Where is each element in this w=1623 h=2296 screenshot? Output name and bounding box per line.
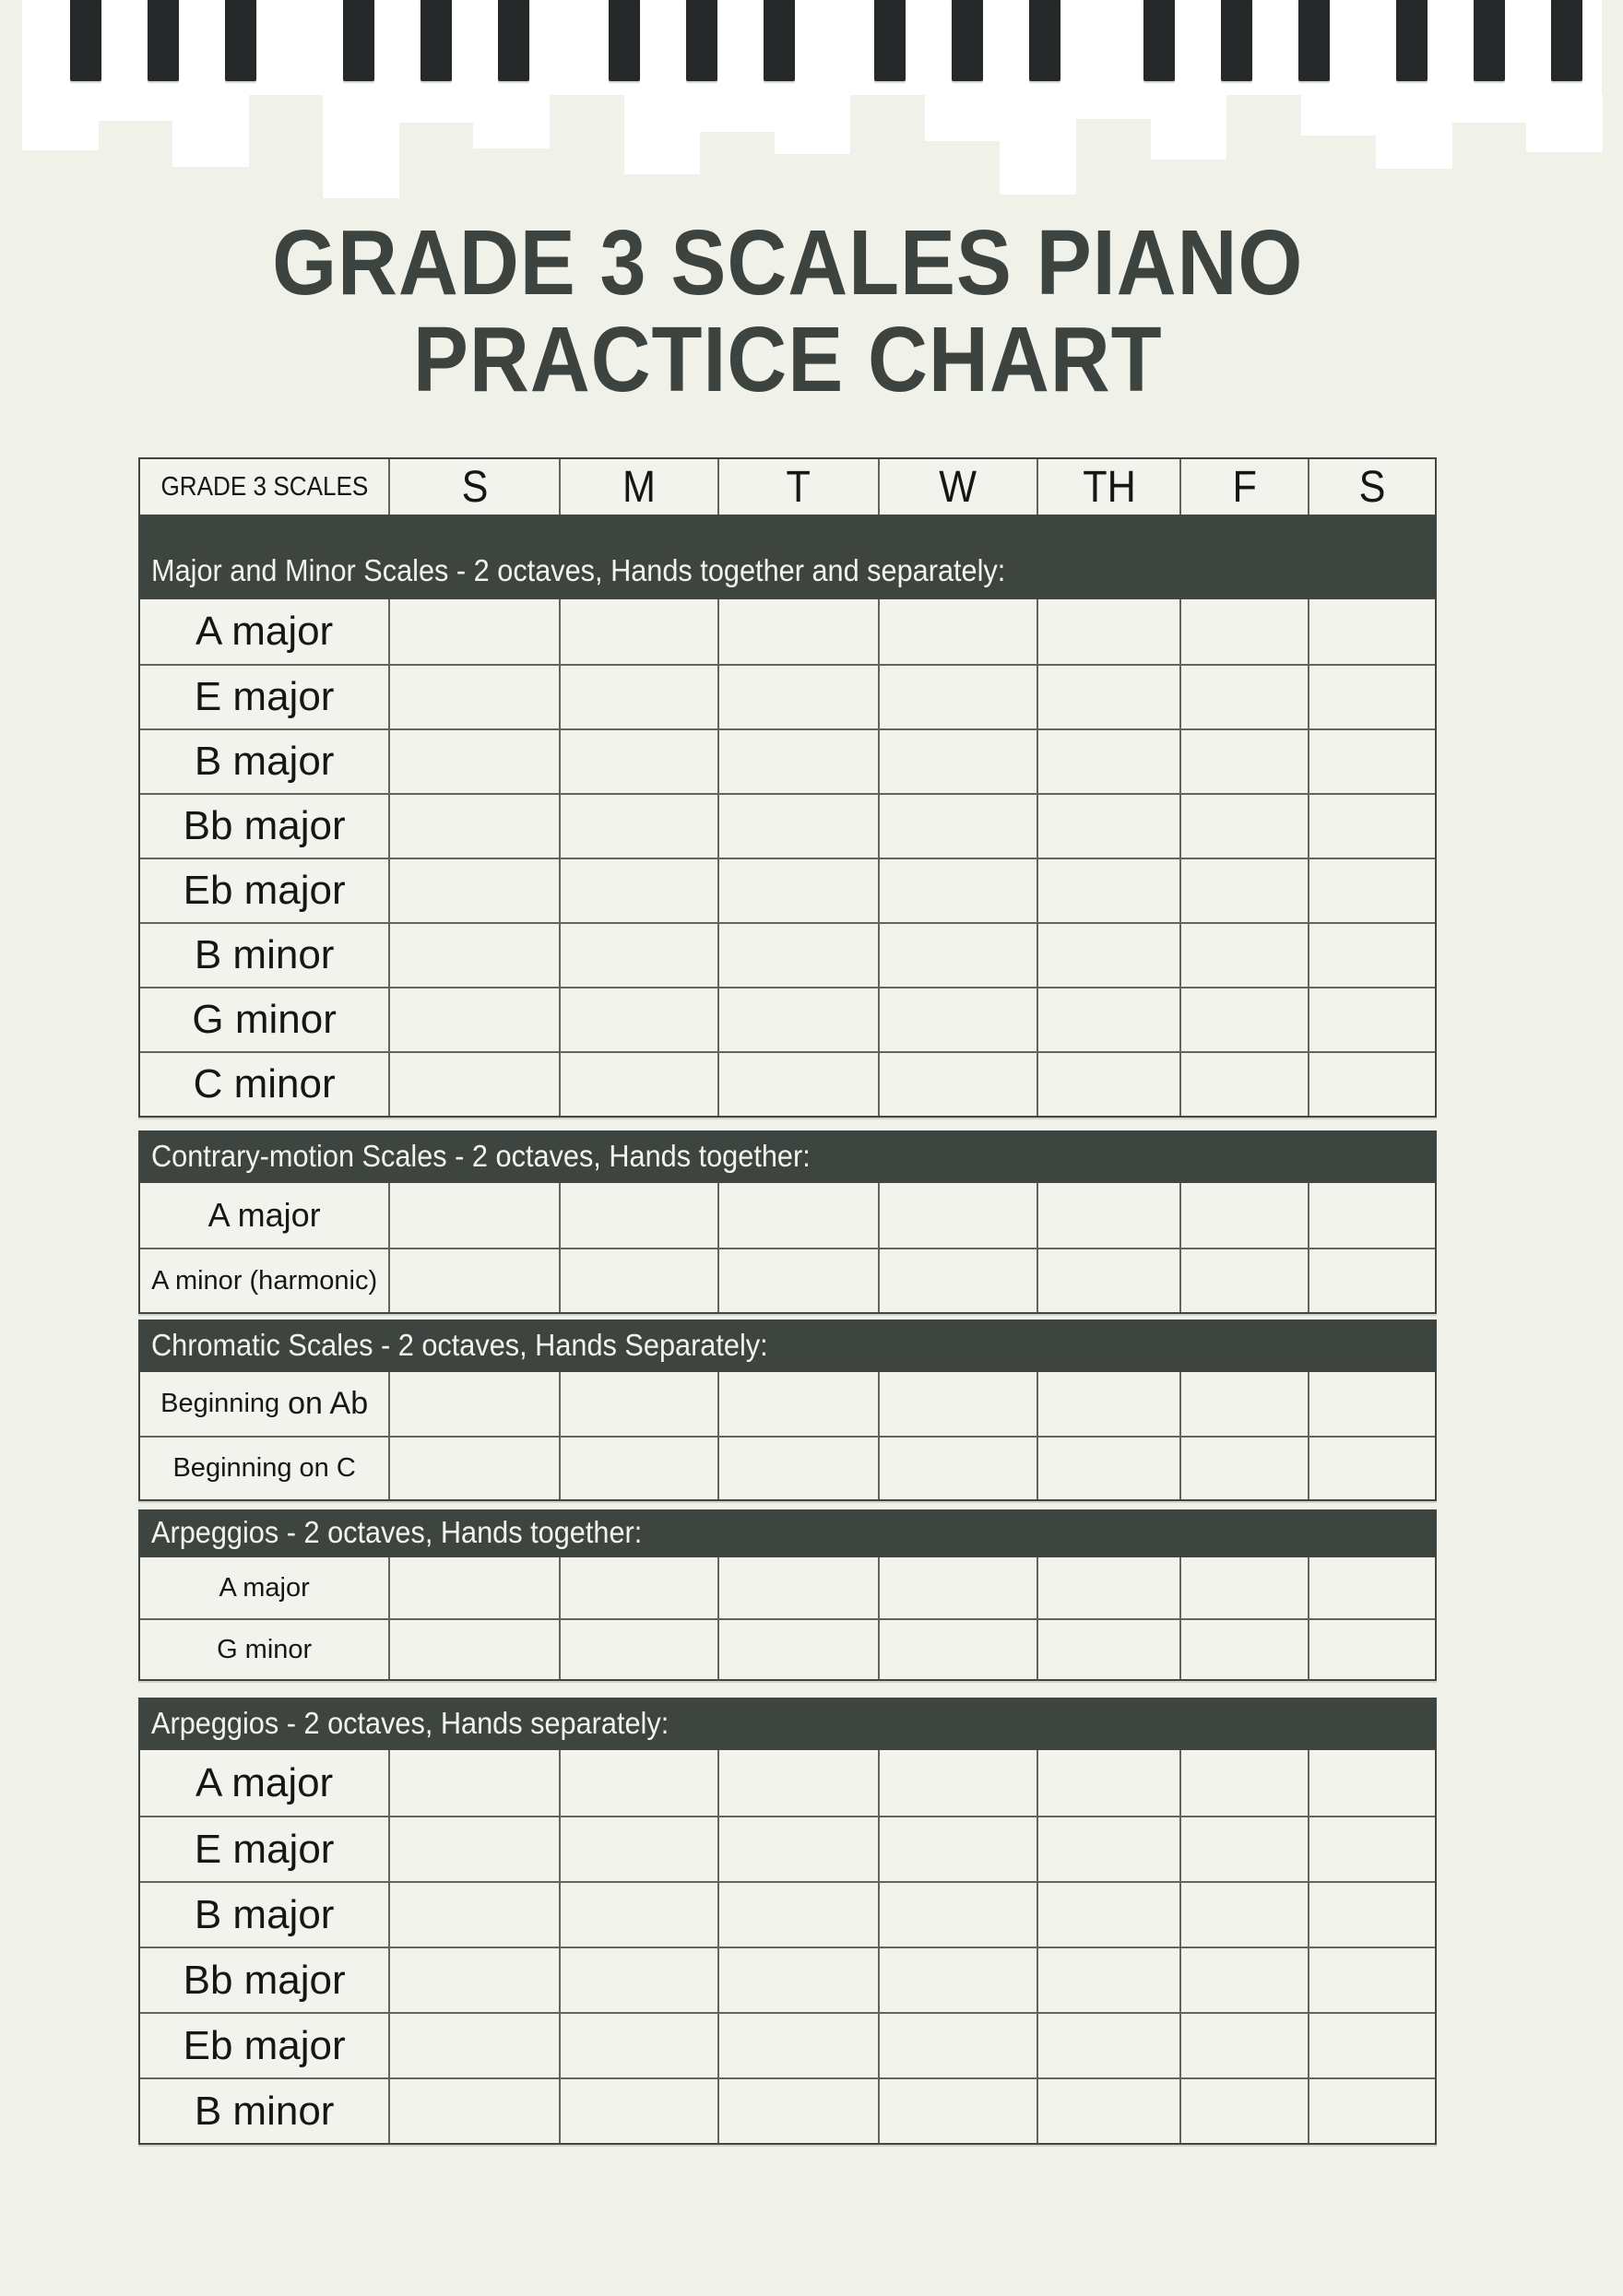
black-key — [1221, 0, 1252, 81]
practice-cell[interactable] — [717, 1249, 878, 1312]
black-key — [421, 0, 452, 81]
practice-cell[interactable] — [1308, 1249, 1436, 1312]
practice-cell[interactable] — [878, 1249, 1037, 1312]
table-row — [140, 1248, 1435, 1312]
practice-cell[interactable] — [1179, 1557, 1308, 1618]
practice-cell[interactable] — [1037, 1620, 1179, 1679]
practice-cell[interactable] — [1179, 2014, 1308, 2077]
practice-cell[interactable] — [388, 1817, 558, 1881]
practice-cell[interactable] — [1179, 1372, 1308, 1436]
practice-cell[interactable] — [388, 2079, 558, 2143]
practice-cell[interactable] — [878, 1948, 1037, 2012]
row-label: Bb major — [183, 1957, 346, 2003]
table-row — [140, 922, 1435, 987]
practice-cell[interactable] — [878, 1557, 1037, 1618]
section-band — [138, 516, 1437, 598]
practice-cell[interactable] — [388, 1372, 558, 1436]
black-key — [1029, 0, 1060, 81]
section-rows — [138, 1370, 1437, 1501]
practice-cell[interactable] — [717, 1620, 878, 1679]
row-label: C minor — [193, 1061, 336, 1107]
practice-cell[interactable] — [559, 1183, 718, 1248]
row-label: A major — [207, 1196, 321, 1234]
table-row — [140, 1372, 1435, 1436]
section-gap — [138, 1681, 1437, 1698]
practice-cell[interactable] — [717, 2014, 878, 2077]
practice-cell[interactable] — [559, 666, 718, 728]
practice-cell[interactable] — [559, 1817, 718, 1881]
table-row — [140, 1436, 1435, 1499]
practice-cell[interactable] — [388, 1883, 558, 1947]
practice-cell[interactable] — [1308, 1053, 1436, 1116]
practice-cell[interactable] — [1308, 988, 1436, 1051]
table-row — [140, 1051, 1435, 1116]
practice-cell[interactable] — [1308, 1372, 1436, 1436]
practice-cell[interactable] — [1037, 666, 1179, 728]
practice-cell[interactable] — [717, 1183, 878, 1248]
practice-cell[interactable] — [1308, 666, 1436, 728]
practice-cell[interactable] — [559, 1620, 718, 1679]
white-key — [624, 94, 701, 174]
table-row — [140, 1183, 1435, 1248]
day-header-cell — [388, 459, 558, 515]
practice-cell[interactable] — [878, 859, 1037, 922]
white-key — [398, 94, 475, 123]
practice-cell[interactable] — [878, 730, 1037, 793]
row-label: B minor — [194, 2088, 335, 2134]
row-label-cell — [140, 2079, 388, 2143]
practice-cell[interactable] — [388, 730, 558, 793]
practice-cell[interactable] — [878, 1750, 1037, 1816]
practice-cell[interactable] — [717, 1053, 878, 1116]
practice-cell[interactable] — [1037, 1883, 1179, 1947]
practice-cell[interactable] — [1179, 1620, 1308, 1679]
white-key — [925, 94, 1001, 141]
row-label: G minor — [192, 997, 337, 1042]
table-row — [140, 1557, 1435, 1618]
white-key — [98, 94, 174, 121]
practice-cell[interactable] — [1037, 1249, 1179, 1312]
practice-cell[interactable] — [1037, 2079, 1179, 2143]
practice-cell[interactable] — [559, 2014, 718, 2077]
row-label-cell — [140, 1557, 388, 1618]
row-label-cell — [140, 1883, 388, 1947]
row-label: Bb major — [183, 803, 346, 848]
section-rows — [138, 1748, 1437, 2145]
white-key — [1451, 94, 1528, 123]
black-key — [70, 0, 101, 81]
practice-cell[interactable] — [1308, 2079, 1436, 2143]
white-key — [323, 94, 399, 198]
scales-header-label: GRADE 3 SCALES — [160, 471, 369, 502]
day-header-label: W — [939, 462, 977, 512]
row-label-cell — [140, 2014, 388, 2077]
practice-cell[interactable] — [388, 1620, 558, 1679]
practice-cell[interactable] — [878, 2079, 1037, 2143]
table-row — [140, 728, 1435, 793]
practice-cell[interactable] — [717, 1883, 878, 1947]
row-label: A major — [219, 1572, 310, 1603]
practice-cell[interactable] — [1037, 988, 1179, 1051]
practice-cell[interactable] — [388, 1183, 558, 1248]
practice-cell[interactable] — [388, 795, 558, 858]
row-label-cell — [140, 1372, 388, 1436]
practice-cell[interactable] — [388, 1948, 558, 2012]
white-key — [1000, 94, 1076, 195]
row-label-cell — [140, 1750, 388, 1816]
practice-cell[interactable] — [559, 1948, 718, 2012]
page-title — [138, 211, 1437, 411]
practice-cell[interactable] — [878, 988, 1037, 1051]
practice-cell[interactable] — [559, 1053, 718, 1116]
practice-cell[interactable] — [1308, 1438, 1436, 1499]
row-label-cell — [140, 1620, 388, 1679]
practice-cell[interactable] — [878, 1438, 1037, 1499]
section-rows — [138, 598, 1437, 1118]
practice-cell[interactable] — [717, 1372, 878, 1436]
practice-cell[interactable] — [1037, 2014, 1179, 2077]
practice-cell[interactable] — [1179, 1817, 1308, 1881]
practice-cell[interactable] — [1037, 1372, 1179, 1436]
practice-cell[interactable] — [1308, 1817, 1436, 1881]
white-key — [699, 94, 776, 132]
practice-cell[interactable] — [1308, 1883, 1436, 1947]
day-header-cell — [1308, 459, 1436, 515]
row-label-cell — [140, 859, 388, 922]
practice-cell[interactable] — [878, 1053, 1037, 1116]
row-label-cell — [140, 1817, 388, 1881]
table-row — [140, 2012, 1435, 2077]
practice-cell[interactable] — [559, 924, 718, 987]
row-label: A minor (harmonic) — [151, 1265, 378, 1296]
table-row — [140, 1947, 1435, 2012]
practice-cell[interactable] — [1308, 795, 1436, 858]
practice-cell[interactable] — [388, 988, 558, 1051]
practice-cell[interactable] — [1179, 1883, 1308, 1947]
section-heading: Arpeggios - 2 octaves, Hands separately: — [151, 1705, 669, 1740]
practice-table — [138, 457, 1437, 2145]
white-key — [473, 94, 550, 148]
row-label-cell — [140, 1183, 388, 1248]
practice-cell[interactable] — [1037, 1183, 1179, 1248]
section-band — [138, 1130, 1437, 1181]
practice-cell[interactable] — [1179, 2079, 1308, 2143]
practice-cell[interactable] — [1308, 1948, 1436, 2012]
row-label-cell — [140, 1948, 388, 2012]
practice-cell[interactable] — [878, 1817, 1037, 1881]
section-gap — [138, 1501, 1437, 1509]
day-header-label: F — [1232, 462, 1257, 512]
practice-cell[interactable] — [388, 1249, 558, 1312]
practice-cell[interactable] — [1308, 2014, 1436, 2077]
practice-cell[interactable] — [1179, 666, 1308, 728]
table-row — [140, 2077, 1435, 2143]
table-row — [140, 1618, 1435, 1679]
practice-cell[interactable] — [1179, 1053, 1308, 1116]
black-key — [498, 0, 529, 81]
table-row — [140, 1750, 1435, 1816]
day-header-label: TH — [1082, 462, 1136, 512]
practice-cell[interactable] — [1179, 730, 1308, 793]
practice-cell[interactable] — [388, 1053, 558, 1116]
white-key — [1526, 94, 1603, 152]
row-label: A major — [195, 609, 334, 654]
practice-cell[interactable] — [388, 924, 558, 987]
practice-cell[interactable] — [1308, 730, 1436, 793]
practice-cell[interactable] — [1179, 599, 1308, 664]
piano-keyboard-decoration — [0, 0, 1623, 198]
practice-cell[interactable] — [717, 1817, 878, 1881]
scales-header-cell — [140, 459, 388, 515]
day-header-label: S — [1358, 462, 1386, 512]
black-key — [952, 0, 983, 81]
black-key — [764, 0, 795, 81]
practice-cell[interactable] — [559, 1883, 718, 1947]
row-label-cell — [140, 599, 388, 664]
practice-cell[interactable] — [1179, 1948, 1308, 2012]
practice-cell[interactable] — [717, 988, 878, 1051]
row-label-cell — [140, 1438, 388, 1499]
day-header-cell — [1179, 459, 1308, 515]
practice-cell[interactable] — [717, 1438, 878, 1499]
page-title-line1: GRADE 3 SCALES PIANO — [271, 211, 1304, 314]
practice-cell[interactable] — [559, 988, 718, 1051]
day-header-cell — [717, 459, 878, 515]
table-row — [140, 858, 1435, 922]
black-key — [1298, 0, 1330, 81]
practice-cell[interactable] — [1037, 1750, 1179, 1816]
practice-cell[interactable] — [717, 795, 878, 858]
white-key — [172, 94, 249, 167]
white-key — [22, 94, 99, 150]
practice-cell[interactable] — [1037, 599, 1179, 664]
row-label: Beginning — [160, 1389, 280, 1418]
section-rows — [138, 1556, 1437, 1681]
row-label: A major — [195, 1759, 334, 1805]
black-key — [225, 0, 256, 81]
row-label: E major — [194, 674, 335, 719]
section-gap — [138, 1118, 1437, 1130]
practice-cell[interactable] — [1179, 988, 1308, 1051]
black-key — [1143, 0, 1175, 81]
section-band — [138, 1320, 1437, 1370]
row-label-cell — [140, 795, 388, 858]
practice-cell[interactable] — [559, 1372, 718, 1436]
practice-cell[interactable] — [559, 730, 718, 793]
row-label: G minor — [217, 1634, 313, 1664]
practice-cell[interactable] — [388, 1557, 558, 1618]
row-label-cell — [140, 730, 388, 793]
practice-cell[interactable] — [878, 2014, 1037, 2077]
practice-cell[interactable] — [717, 1750, 878, 1816]
table-header-row — [138, 457, 1437, 516]
day-header-cell — [559, 459, 718, 515]
row-label-cell — [140, 924, 388, 987]
practice-cell[interactable] — [388, 666, 558, 728]
practice-cell[interactable] — [1308, 1620, 1436, 1679]
practice-cell[interactable] — [1037, 924, 1179, 987]
black-key — [874, 0, 906, 81]
table-row — [140, 1816, 1435, 1881]
practice-cell[interactable] — [559, 1438, 718, 1499]
row-label: B major — [194, 1891, 335, 1937]
practice-cell[interactable] — [1308, 1183, 1436, 1248]
black-key — [343, 0, 374, 81]
page-title-line2: PRACTICE CHART — [412, 308, 1163, 411]
practice-cell[interactable] — [717, 730, 878, 793]
table-row — [140, 987, 1435, 1051]
piano-keyboard-band — [22, 0, 1602, 95]
practice-cell[interactable] — [878, 666, 1037, 728]
practice-cell[interactable] — [1179, 1750, 1308, 1816]
white-key — [1075, 94, 1152, 119]
row-label: Beginning on C — [172, 1453, 356, 1483]
practice-cell[interactable] — [559, 1750, 718, 1816]
practice-cell[interactable] — [559, 859, 718, 922]
white-key — [1151, 94, 1227, 160]
practice-cell[interactable] — [1179, 1183, 1308, 1248]
section-heading: Chromatic Scales - 2 octaves, Hands Separately: — [151, 1327, 768, 1362]
black-key — [609, 0, 640, 81]
practice-cell[interactable] — [717, 2079, 878, 2143]
practice-cell[interactable] — [878, 1883, 1037, 1947]
table-row — [140, 793, 1435, 858]
row-label: B major — [194, 739, 335, 784]
day-header-cell — [1037, 459, 1179, 515]
row-label: Eb major — [183, 868, 346, 913]
section-rows — [138, 1181, 1437, 1314]
row-label-cell — [140, 666, 388, 728]
practice-cell[interactable] — [717, 599, 878, 664]
practice-cell[interactable] — [1308, 924, 1436, 987]
practice-cell[interactable] — [878, 924, 1037, 987]
practice-cell[interactable] — [559, 1249, 718, 1312]
day-header-cell — [878, 459, 1037, 515]
day-header-label: S — [461, 462, 488, 512]
practice-cell[interactable] — [1308, 1557, 1436, 1618]
practice-cell[interactable] — [1037, 1948, 1179, 2012]
table-row — [140, 599, 1435, 664]
table-row — [140, 664, 1435, 728]
white-key — [775, 94, 851, 154]
practice-cell[interactable] — [717, 859, 878, 922]
section-heading: Arpeggios - 2 octaves, Hands together: — [151, 1515, 643, 1549]
practice-cell[interactable] — [1037, 1557, 1179, 1618]
practice-cell[interactable] — [388, 2014, 558, 2077]
practice-cell[interactable] — [388, 1750, 558, 1816]
practice-cell[interactable] — [1179, 924, 1308, 987]
practice-cell[interactable] — [559, 1557, 718, 1618]
practice-cell[interactable] — [559, 795, 718, 858]
practice-cell[interactable] — [388, 1438, 558, 1499]
row-label-suffix: on Ab — [288, 1386, 369, 1421]
section-band — [138, 1698, 1437, 1748]
practice-cell[interactable] — [388, 599, 558, 664]
day-header-label: M — [622, 462, 657, 512]
practice-cell[interactable] — [1037, 795, 1179, 858]
black-key — [148, 0, 179, 81]
practice-cell[interactable] — [1308, 599, 1436, 664]
black-key — [1396, 0, 1428, 81]
section-band — [138, 1509, 1437, 1556]
practice-cell[interactable] — [1179, 859, 1308, 922]
section-heading: Major and Minor Scales - 2 octaves, Hands together and separately: — [151, 553, 1006, 587]
day-header-label: T — [786, 462, 812, 512]
practice-cell[interactable] — [1308, 859, 1436, 922]
practice-cell[interactable] — [717, 1557, 878, 1618]
black-key — [686, 0, 717, 81]
practice-cell[interactable] — [1179, 1438, 1308, 1499]
practice-cell[interactable] — [1037, 1817, 1179, 1881]
practice-cell[interactable] — [717, 666, 878, 728]
practice-cell[interactable] — [1037, 1438, 1179, 1499]
practice-cell[interactable] — [1308, 1750, 1436, 1816]
row-label-cell — [140, 1053, 388, 1116]
row-label-cell — [140, 988, 388, 1051]
section-heading: Contrary-motion Scales - 2 octaves, Hands together: — [151, 1138, 811, 1173]
practice-cell[interactable] — [717, 924, 878, 987]
practice-cell[interactable] — [388, 859, 558, 922]
practice-cell[interactable] — [1037, 1053, 1179, 1116]
table-row — [140, 1881, 1435, 1947]
black-key — [1474, 0, 1505, 81]
practice-cell[interactable] — [878, 599, 1037, 664]
white-key — [1301, 94, 1378, 136]
white-key — [1376, 94, 1452, 169]
practice-cell[interactable] — [1179, 1249, 1308, 1312]
practice-cell[interactable] — [878, 1183, 1037, 1248]
practice-cell[interactable] — [1037, 859, 1179, 922]
practice-cell[interactable] — [559, 599, 718, 664]
practice-cell[interactable] — [878, 795, 1037, 858]
black-key — [1551, 0, 1582, 81]
practice-cell[interactable] — [559, 2079, 718, 2143]
practice-cell[interactable] — [1037, 730, 1179, 793]
row-label-cell — [140, 1249, 388, 1312]
practice-cell[interactable] — [717, 1948, 878, 2012]
practice-cell[interactable] — [878, 1620, 1037, 1679]
practice-cell[interactable] — [1179, 795, 1308, 858]
row-label: E major — [194, 1826, 335, 1872]
practice-cell[interactable] — [878, 1372, 1037, 1436]
row-label: Eb major — [183, 2022, 346, 2068]
row-label: B minor — [194, 932, 335, 977]
